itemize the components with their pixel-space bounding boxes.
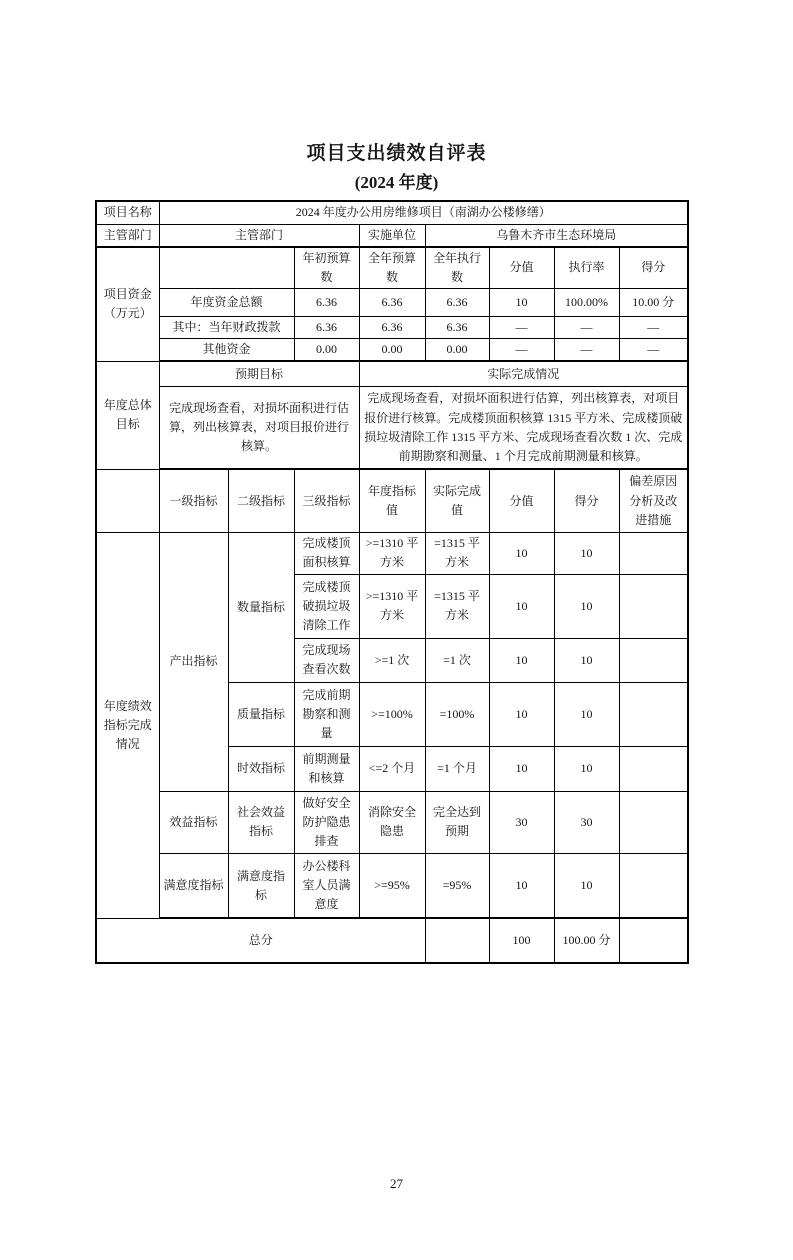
indicator-score: 10 [489,638,554,682]
funds-cell: 6.36 [425,317,489,339]
deviation-cell [619,682,688,746]
goal-actual-header: 实际完成情况 [359,361,688,386]
indicator-level2: 质量指标 [228,682,294,746]
indicator-points: 10 [554,682,619,746]
indicator-target: >=1 次 [359,638,425,682]
indicator-level1: 满意度指标 [159,853,228,918]
funds-cell: 6.36 [425,289,489,317]
funds-cell: 100.00% [554,289,619,317]
indicator-target: >=1310 平方米 [359,574,425,638]
indicator-actual: =100% [425,682,489,746]
funds-cell: — [489,339,554,362]
indicator-col-level3: 三级指标 [294,469,359,532]
indicator-score: 30 [489,791,554,853]
indicator-actual: =1 次 [425,638,489,682]
indicator-actual: =1 个月 [425,746,489,791]
funds-col-annual-budget: 全年预算数 [359,247,425,289]
total-score: 100 [489,918,554,963]
indicator-col-points: 得分 [554,469,619,532]
indicator-name: 前期测量和核算 [294,746,359,791]
goal-expected-text: 完成现场查看，对损坏面积进行估算，列出核算表，对项目报价进行核算。 [159,386,359,469]
funds-section-label: 项目资金（万元） [96,247,159,362]
funds-name-header-empty [159,247,294,289]
funds-col-points: 得分 [619,247,688,289]
indicator-target: >=1310 平方米 [359,532,425,574]
funds-row-name: 其中：当年财政拨款 [159,317,294,339]
goal-actual-text: 完成现场查看，对损坏面积进行估算，列出核算表，对项目报价进行核算。完成楼顶面积核算 1315 平方米、完成楼顶破损垃圾清除工作 1315 平方米、完成现场查看次数 1 次、完成前期勘察和测量、1 个月完成前期测量和核算。 [359,386,688,469]
indicator-level2: 时效指标 [228,746,294,791]
deviation-cell [619,918,688,963]
funds-cell: 10 [489,289,554,317]
indicator-points: 10 [554,638,619,682]
indicator-score: 10 [489,532,554,574]
indicator-level1: 产出指标 [159,532,228,791]
funds-cell: 10.00 分 [619,289,688,317]
performance-table [95,200,689,964]
indicator-target: 消除安全隐患 [359,791,425,853]
deviation-cell [619,791,688,853]
indicator-score: 10 [489,746,554,791]
indicator-name: 完成楼顶面积核算 [294,532,359,574]
indicator-score: 10 [489,853,554,918]
funds-col-initial-budget: 年初预算数 [294,247,359,289]
total-label: 总分 [96,918,425,963]
page-subtitle: (2024 年度) [354,173,439,192]
indicator-points: 10 [554,853,619,918]
funds-cell: 6.36 [359,289,425,317]
funds-cell: — [619,339,688,362]
indicator-target: >=100% [359,682,425,746]
total-actual-empty [425,918,489,963]
goal-expected-header: 预期目标 [159,361,359,386]
total-points: 100.00 分 [554,918,619,963]
indicator-col-actual: 实际完成值 [425,469,489,532]
indicator-actual: 完全达到预期 [425,791,489,853]
indicator-header-empty [96,469,159,532]
goal-section-label: 年度总体目标 [96,361,159,469]
funds-row-name: 年度资金总额 [159,289,294,317]
indicator-col-level2: 二级指标 [228,469,294,532]
deviation-cell [619,532,688,574]
funds-cell: 0.00 [359,339,425,362]
indicator-actual: =95% [425,853,489,918]
indicator-score: 10 [489,682,554,746]
funds-col-score: 分值 [489,247,554,289]
indicator-actual: =1315 平方米 [425,574,489,638]
dept-value: 主管部门 [159,224,359,247]
indicator-points: 10 [554,746,619,791]
deviation-cell [619,638,688,682]
funds-cell: — [619,317,688,339]
deviation-cell [619,853,688,918]
funds-cell: — [489,317,554,339]
indicator-target: >=95% [359,853,425,918]
indicator-name: 完成楼顶破损垃圾清除工作 [294,574,359,638]
funds-cell: 6.36 [294,317,359,339]
indicator-level2: 满意度指标 [228,853,294,918]
page-number: 27 [390,1176,403,1191]
indicator-col-deviation: 偏差原因分析及改进措施 [619,469,688,532]
project-name-value: 2024 年度办公用房维修项目（南湖办公楼修缮） [159,201,688,224]
indicator-points: 30 [554,791,619,853]
deviation-cell [619,746,688,791]
indicators-section-label: 年度绩效指标完成情况 [96,532,159,918]
indicator-name: 完成前期勘察和测量 [294,682,359,746]
indicator-col-level1: 一级指标 [159,469,228,532]
indicator-actual: =1315 平方米 [425,532,489,574]
funds-row-name: 其他资金 [159,339,294,362]
funds-cell: 6.36 [359,317,425,339]
indicator-name: 办公楼科室人员满意度 [294,853,359,918]
indicator-col-target: 年度指标值 [359,469,425,532]
indicator-points: 10 [554,574,619,638]
impl-unit-value: 乌鲁木齐市生态环境局 [425,224,688,247]
indicator-name: 完成现场查看次数 [294,638,359,682]
indicator-target: <=2 个月 [359,746,425,791]
dept-label: 主管部门 [96,224,159,247]
funds-col-annual-execution: 全年执行数 [425,247,489,289]
funds-col-execution-rate: 执行率 [554,247,619,289]
indicator-points: 10 [554,532,619,574]
indicator-level2: 社会效益指标 [228,791,294,853]
funds-cell: 6.36 [294,289,359,317]
deviation-cell [619,574,688,638]
funds-cell: — [554,317,619,339]
indicator-name: 做好安全防护隐患排查 [294,791,359,853]
project-name-label: 项目名称 [96,201,159,224]
funds-cell: — [554,339,619,362]
impl-unit-label: 实施单位 [359,224,425,247]
page-title: 项目支出绩效自评表 [306,143,487,164]
indicator-col-score: 分值 [489,469,554,532]
indicator-score: 10 [489,574,554,638]
funds-cell: 0.00 [294,339,359,362]
indicator-level1: 效益指标 [159,791,228,853]
funds-cell: 0.00 [425,339,489,362]
indicator-level2: 数量指标 [228,532,294,682]
